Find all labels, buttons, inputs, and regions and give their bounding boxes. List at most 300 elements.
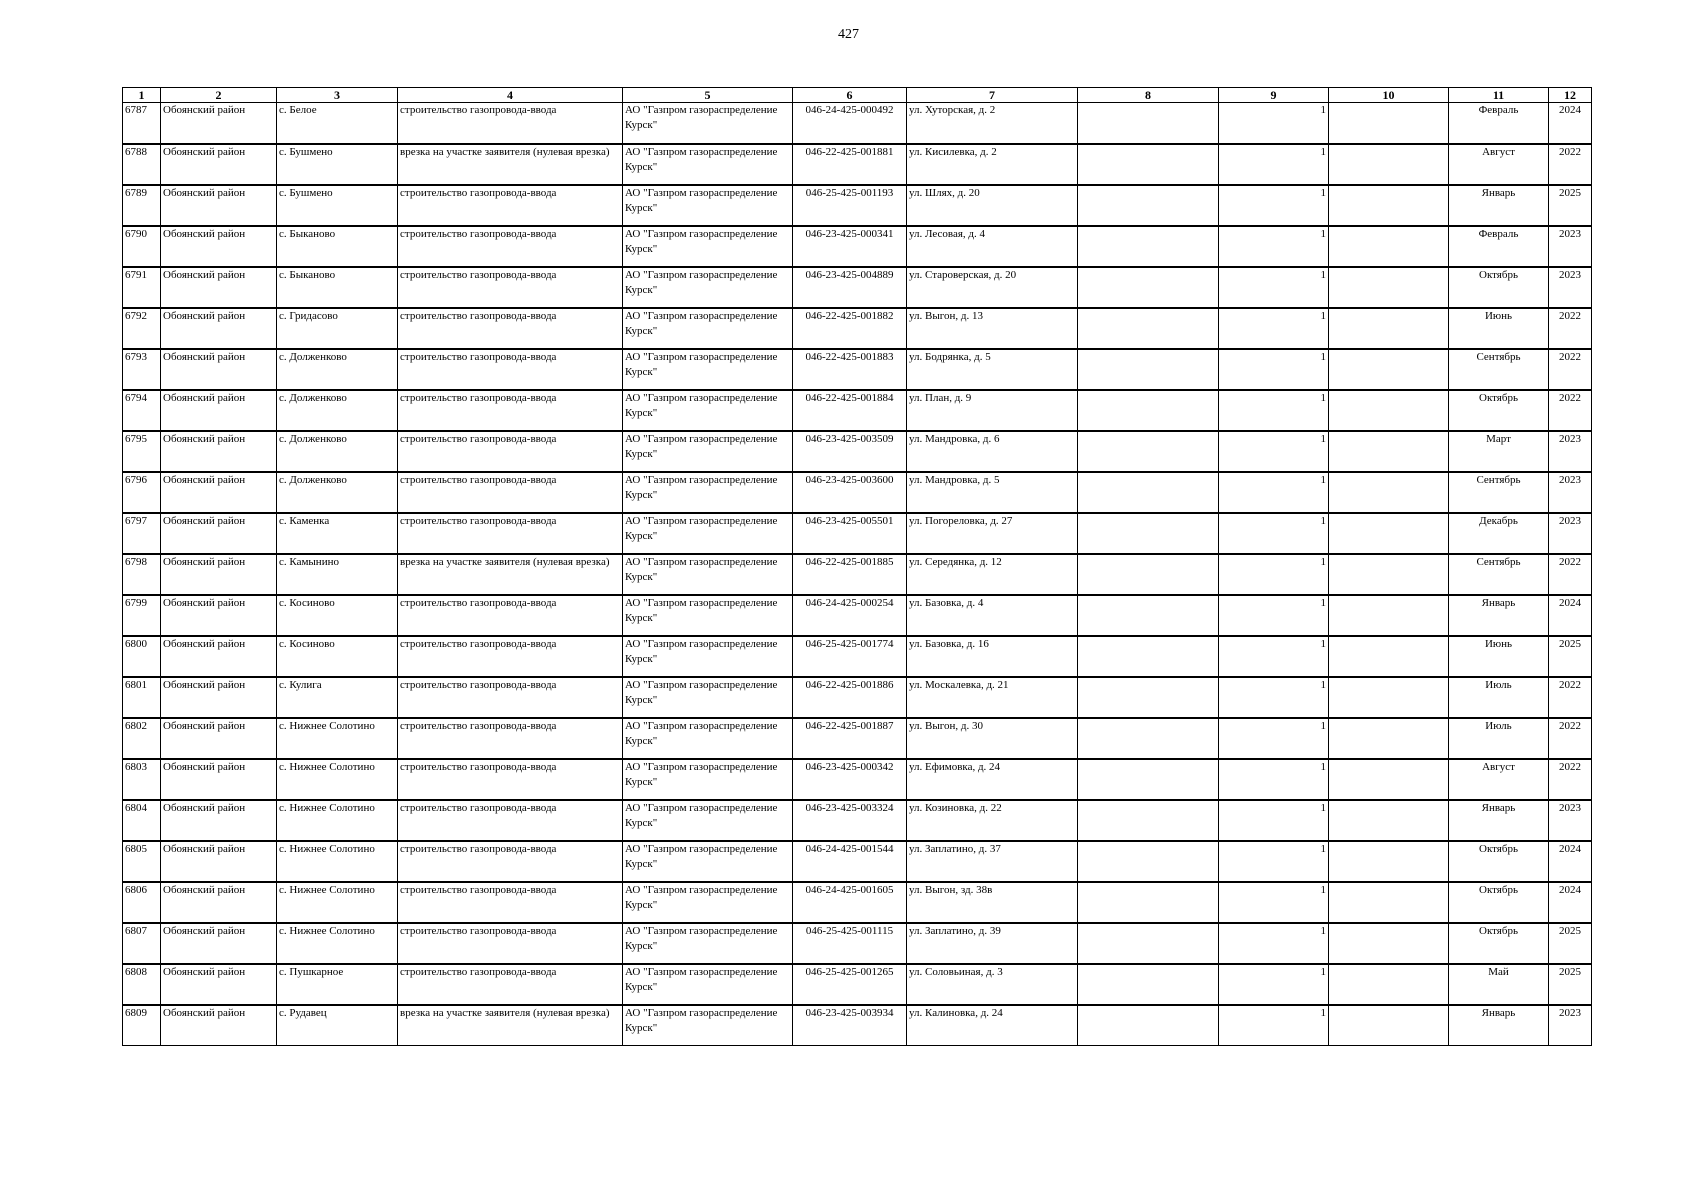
col8-cell xyxy=(1078,308,1219,349)
district-cell: Обоянский район xyxy=(161,759,277,800)
month-cell: Март xyxy=(1449,431,1549,472)
table-row xyxy=(123,841,1592,882)
request-code-cell: 046-22-425-001886 xyxy=(793,677,907,718)
table-row xyxy=(123,472,1592,513)
quantity-cell: 1 xyxy=(1219,390,1329,431)
column-header: 6 xyxy=(793,88,907,103)
month-cell: Август xyxy=(1449,144,1549,185)
row-number: 6807 xyxy=(123,923,161,964)
month-cell: Февраль xyxy=(1449,226,1549,267)
quantity-cell: 1 xyxy=(1219,923,1329,964)
work-type-cell: строительство газопровода-ввода xyxy=(398,923,623,964)
settlement-cell: с. Косиново xyxy=(277,636,398,677)
district-cell: Обоянский район xyxy=(161,841,277,882)
row-number: 6788 xyxy=(123,144,161,185)
address-cell: ул. Москалевка, д. 21 xyxy=(907,677,1078,718)
district-cell: Обоянский район xyxy=(161,677,277,718)
organization-cell: АО "Газпром газораспределение Курск" xyxy=(623,308,793,349)
settlement-cell: с. Долженково xyxy=(277,431,398,472)
work-type-cell: строительство газопровода-ввода xyxy=(398,103,623,144)
table-row xyxy=(123,267,1592,308)
col8-cell xyxy=(1078,226,1219,267)
request-code-cell: 046-22-425-001882 xyxy=(793,308,907,349)
table-row xyxy=(123,923,1592,964)
col10-cell xyxy=(1329,390,1449,431)
year-cell: 2022 xyxy=(1549,144,1592,185)
request-code-cell: 046-22-425-001885 xyxy=(793,554,907,595)
organization-cell: АО "Газпром газораспределение Курск" xyxy=(623,390,793,431)
col10-cell xyxy=(1329,144,1449,185)
work-type-cell: врезка на участке заявителя (нулевая врезка) xyxy=(398,554,623,595)
address-cell: ул. Калиновка, д. 24 xyxy=(907,1005,1078,1046)
district-cell: Обоянский район xyxy=(161,185,277,226)
col10-cell xyxy=(1329,882,1449,923)
page-number: 427 xyxy=(838,27,859,42)
col10-cell xyxy=(1329,1005,1449,1046)
settlement-cell: с. Косиново xyxy=(277,595,398,636)
table-row xyxy=(123,390,1592,431)
year-cell: 2022 xyxy=(1549,677,1592,718)
col10-cell xyxy=(1329,308,1449,349)
work-type-cell: строительство газопровода-ввода xyxy=(398,226,623,267)
address-cell: ул. Выгон, д. 13 xyxy=(907,308,1078,349)
quantity-cell: 1 xyxy=(1219,595,1329,636)
quantity-cell: 1 xyxy=(1219,677,1329,718)
work-type-cell: строительство газопровода-ввода xyxy=(398,513,623,554)
row-number: 6789 xyxy=(123,185,161,226)
row-number: 6799 xyxy=(123,595,161,636)
year-cell: 2022 xyxy=(1549,759,1592,800)
year-cell: 2022 xyxy=(1549,718,1592,759)
table-row xyxy=(123,677,1592,718)
quantity-cell: 1 xyxy=(1219,267,1329,308)
col8-cell xyxy=(1078,431,1219,472)
work-type-cell: строительство газопровода-ввода xyxy=(398,882,623,923)
row-number: 6804 xyxy=(123,800,161,841)
col8-cell xyxy=(1078,759,1219,800)
year-cell: 2024 xyxy=(1549,882,1592,923)
request-code-cell: 046-22-425-001883 xyxy=(793,349,907,390)
settlement-cell: с. Нижнее Солотино xyxy=(277,882,398,923)
column-header: 4 xyxy=(398,88,623,103)
settlement-cell: с. Долженково xyxy=(277,349,398,390)
district-cell: Обоянский район xyxy=(161,718,277,759)
settlement-cell: с. Гридасово xyxy=(277,308,398,349)
row-number: 6808 xyxy=(123,964,161,1005)
settlement-cell: с. Бушмено xyxy=(277,185,398,226)
quantity-cell: 1 xyxy=(1219,800,1329,841)
column-header: 5 xyxy=(623,88,793,103)
organization-cell: АО "Газпром газораспределение Курск" xyxy=(623,677,793,718)
work-type-cell: строительство газопровода-ввода xyxy=(398,431,623,472)
col8-cell xyxy=(1078,267,1219,308)
month-cell: Октябрь xyxy=(1449,841,1549,882)
quantity-cell: 1 xyxy=(1219,718,1329,759)
col8-cell xyxy=(1078,882,1219,923)
settlement-cell: с. Нижнее Солотино xyxy=(277,759,398,800)
col8-cell xyxy=(1078,636,1219,677)
organization-cell: АО "Газпром газораспределение Курск" xyxy=(623,103,793,144)
header-row xyxy=(123,88,1592,103)
col8-cell xyxy=(1078,472,1219,513)
district-cell: Обоянский район xyxy=(161,554,277,595)
col8-cell xyxy=(1078,554,1219,595)
work-type-cell: строительство газопровода-ввода xyxy=(398,636,623,677)
district-cell: Обоянский район xyxy=(161,800,277,841)
month-cell: Сентябрь xyxy=(1449,349,1549,390)
month-cell: Июль xyxy=(1449,677,1549,718)
request-code-cell: 046-24-425-001544 xyxy=(793,841,907,882)
address-cell: ул. Заплатино, д. 39 xyxy=(907,923,1078,964)
request-code-cell: 046-22-425-001881 xyxy=(793,144,907,185)
district-cell: Обоянский район xyxy=(161,636,277,677)
col10-cell xyxy=(1329,595,1449,636)
request-code-cell: 046-22-425-001887 xyxy=(793,718,907,759)
quantity-cell: 1 xyxy=(1219,226,1329,267)
table-row xyxy=(123,144,1592,185)
month-cell: Январь xyxy=(1449,1005,1549,1046)
table-row xyxy=(123,718,1592,759)
col8-cell xyxy=(1078,677,1219,718)
request-code-cell: 046-25-425-001115 xyxy=(793,923,907,964)
col8-cell xyxy=(1078,185,1219,226)
organization-cell: АО "Газпром газораспределение Курск" xyxy=(623,554,793,595)
address-cell: ул. Хуторская, д. 2 xyxy=(907,103,1078,144)
address-cell: ул. Погореловка, д. 27 xyxy=(907,513,1078,554)
col10-cell xyxy=(1329,841,1449,882)
col10-cell xyxy=(1329,226,1449,267)
organization-cell: АО "Газпром газораспределение Курск" xyxy=(623,841,793,882)
work-type-cell: врезка на участке заявителя (нулевая врезка) xyxy=(398,144,623,185)
district-cell: Обоянский район xyxy=(161,267,277,308)
year-cell: 2025 xyxy=(1549,636,1592,677)
col10-cell xyxy=(1329,636,1449,677)
request-code-cell: 046-24-425-000492 xyxy=(793,103,907,144)
district-cell: Обоянский район xyxy=(161,390,277,431)
work-type-cell: строительство газопровода-ввода xyxy=(398,349,623,390)
district-cell: Обоянский район xyxy=(161,964,277,1005)
year-cell: 2024 xyxy=(1549,595,1592,636)
district-cell: Обоянский район xyxy=(161,513,277,554)
row-number: 6797 xyxy=(123,513,161,554)
month-cell: Январь xyxy=(1449,595,1549,636)
organization-cell: АО "Газпром газораспределение Курск" xyxy=(623,923,793,964)
district-cell: Обоянский район xyxy=(161,226,277,267)
settlement-cell: с. Кулига xyxy=(277,677,398,718)
month-cell: Июль xyxy=(1449,718,1549,759)
col8-cell xyxy=(1078,964,1219,1005)
quantity-cell: 1 xyxy=(1219,759,1329,800)
work-type-cell: строительство газопровода-ввода xyxy=(398,595,623,636)
column-header: 10 xyxy=(1329,88,1449,103)
quantity-cell: 1 xyxy=(1219,636,1329,677)
organization-cell: АО "Газпром газораспределение Курск" xyxy=(623,267,793,308)
col8-cell xyxy=(1078,390,1219,431)
col10-cell xyxy=(1329,923,1449,964)
month-cell: Октябрь xyxy=(1449,390,1549,431)
col10-cell xyxy=(1329,554,1449,595)
address-cell: ул. Лесовая, д. 4 xyxy=(907,226,1078,267)
address-cell: ул. Выгон, зд. 38в xyxy=(907,882,1078,923)
month-cell: Июнь xyxy=(1449,308,1549,349)
col8-cell xyxy=(1078,349,1219,390)
address-cell: ул. Заплатино, д. 37 xyxy=(907,841,1078,882)
quantity-cell: 1 xyxy=(1219,103,1329,144)
year-cell: 2024 xyxy=(1549,103,1592,144)
row-number: 6806 xyxy=(123,882,161,923)
column-header: 1 xyxy=(123,88,161,103)
quantity-cell: 1 xyxy=(1219,882,1329,923)
quantity-cell: 1 xyxy=(1219,431,1329,472)
settlement-cell: с. Быканово xyxy=(277,226,398,267)
table-row xyxy=(123,964,1592,1005)
column-header: 8 xyxy=(1078,88,1219,103)
request-code-cell: 046-23-425-003509 xyxy=(793,431,907,472)
row-number: 6787 xyxy=(123,103,161,144)
quantity-cell: 1 xyxy=(1219,964,1329,1005)
col8-cell xyxy=(1078,144,1219,185)
settlement-cell: с. Нижнее Солотино xyxy=(277,800,398,841)
organization-cell: АО "Газпром газораспределение Курск" xyxy=(623,718,793,759)
table-row xyxy=(123,226,1592,267)
work-type-cell: строительство газопровода-ввода xyxy=(398,718,623,759)
year-cell: 2025 xyxy=(1549,185,1592,226)
settlement-cell: с. Быканово xyxy=(277,267,398,308)
table-row xyxy=(123,308,1592,349)
col8-cell xyxy=(1078,841,1219,882)
address-cell: ул. Козиновка, д. 22 xyxy=(907,800,1078,841)
quantity-cell: 1 xyxy=(1219,308,1329,349)
col8-cell xyxy=(1078,923,1219,964)
year-cell: 2022 xyxy=(1549,308,1592,349)
address-cell: ул. Середянка, д. 12 xyxy=(907,554,1078,595)
work-type-cell: врезка на участке заявителя (нулевая врезка) xyxy=(398,1005,623,1046)
request-code-cell: 046-23-425-003934 xyxy=(793,1005,907,1046)
address-cell: ул. Выгон, д. 30 xyxy=(907,718,1078,759)
request-code-cell: 046-23-425-000341 xyxy=(793,226,907,267)
address-cell: ул. Базовка, д. 16 xyxy=(907,636,1078,677)
month-cell: Октябрь xyxy=(1449,923,1549,964)
month-cell: Май xyxy=(1449,964,1549,1005)
organization-cell: АО "Газпром газораспределение Курск" xyxy=(623,226,793,267)
table-row xyxy=(123,349,1592,390)
address-cell: ул. Шлях, д. 20 xyxy=(907,185,1078,226)
organization-cell: АО "Газпром газораспределение Курск" xyxy=(623,964,793,1005)
work-type-cell: строительство газопровода-ввода xyxy=(398,308,623,349)
organization-cell: АО "Газпром газораспределение Курск" xyxy=(623,349,793,390)
col8-cell xyxy=(1078,103,1219,144)
row-number: 6790 xyxy=(123,226,161,267)
settlement-cell: с. Долженково xyxy=(277,472,398,513)
organization-cell: АО "Газпром газораспределение Курск" xyxy=(623,882,793,923)
district-cell: Обоянский район xyxy=(161,308,277,349)
quantity-cell: 1 xyxy=(1219,554,1329,595)
organization-cell: АО "Газпром газораспределение Курск" xyxy=(623,1005,793,1046)
district-cell: Обоянский район xyxy=(161,144,277,185)
district-cell: Обоянский район xyxy=(161,349,277,390)
month-cell: Август xyxy=(1449,759,1549,800)
address-cell: ул. Кисилевка, д. 2 xyxy=(907,144,1078,185)
month-cell: Июнь xyxy=(1449,636,1549,677)
request-code-cell: 046-22-425-001884 xyxy=(793,390,907,431)
column-header: 9 xyxy=(1219,88,1329,103)
month-cell: Октябрь xyxy=(1449,882,1549,923)
organization-cell: АО "Газпром газораспределение Курск" xyxy=(623,513,793,554)
address-cell: ул. Мандровка, д. 5 xyxy=(907,472,1078,513)
table-row xyxy=(123,595,1592,636)
year-cell: 2022 xyxy=(1549,554,1592,595)
quantity-cell: 1 xyxy=(1219,472,1329,513)
row-number: 6802 xyxy=(123,718,161,759)
organization-cell: АО "Газпром газораспределение Курск" xyxy=(623,144,793,185)
address-cell: ул. Бодрянка, д. 5 xyxy=(907,349,1078,390)
table-row xyxy=(123,103,1592,144)
row-number: 6809 xyxy=(123,1005,161,1046)
address-cell: ул. Мандровка, д. 6 xyxy=(907,431,1078,472)
work-type-cell: строительство газопровода-ввода xyxy=(398,759,623,800)
work-type-cell: строительство газопровода-ввода xyxy=(398,185,623,226)
col8-cell xyxy=(1078,800,1219,841)
column-header: 2 xyxy=(161,88,277,103)
request-code-cell: 046-25-425-001193 xyxy=(793,185,907,226)
request-code-cell: 046-23-425-000342 xyxy=(793,759,907,800)
col10-cell xyxy=(1329,349,1449,390)
col8-cell xyxy=(1078,1005,1219,1046)
column-header: 3 xyxy=(277,88,398,103)
work-type-cell: строительство газопровода-ввода xyxy=(398,964,623,1005)
year-cell: 2025 xyxy=(1549,923,1592,964)
row-number: 6791 xyxy=(123,267,161,308)
table-body xyxy=(123,103,1592,1046)
quantity-cell: 1 xyxy=(1219,513,1329,554)
year-cell: 2023 xyxy=(1549,267,1592,308)
request-code-cell: 046-25-425-001774 xyxy=(793,636,907,677)
settlement-cell: с. Каменка xyxy=(277,513,398,554)
col10-cell xyxy=(1329,103,1449,144)
col8-cell xyxy=(1078,513,1219,554)
address-cell: ул. Староверская, д. 20 xyxy=(907,267,1078,308)
district-cell: Обоянский район xyxy=(161,595,277,636)
col10-cell xyxy=(1329,185,1449,226)
table-row xyxy=(123,800,1592,841)
col10-cell xyxy=(1329,513,1449,554)
table-row xyxy=(123,882,1592,923)
address-cell: ул. План, д. 9 xyxy=(907,390,1078,431)
year-cell: 2023 xyxy=(1549,472,1592,513)
year-cell: 2023 xyxy=(1549,226,1592,267)
settlement-cell: с. Нижнее Солотино xyxy=(277,718,398,759)
col10-cell xyxy=(1329,677,1449,718)
settlement-cell: с. Бушмено xyxy=(277,144,398,185)
col8-cell xyxy=(1078,718,1219,759)
row-number: 6795 xyxy=(123,431,161,472)
row-number: 6798 xyxy=(123,554,161,595)
settlement-cell: с. Камынино xyxy=(277,554,398,595)
work-type-cell: строительство газопровода-ввода xyxy=(398,472,623,513)
table-row xyxy=(123,513,1592,554)
district-cell: Обоянский район xyxy=(161,882,277,923)
column-header: 11 xyxy=(1449,88,1549,103)
month-cell: Декабрь xyxy=(1449,513,1549,554)
settlement-cell: с. Белое xyxy=(277,103,398,144)
month-cell: Октябрь xyxy=(1449,267,1549,308)
work-type-cell: строительство газопровода-ввода xyxy=(398,677,623,718)
col10-cell xyxy=(1329,759,1449,800)
request-code-cell: 046-25-425-001265 xyxy=(793,964,907,1005)
year-cell: 2022 xyxy=(1549,390,1592,431)
district-cell: Обоянский район xyxy=(161,431,277,472)
month-cell: Январь xyxy=(1449,800,1549,841)
quantity-cell: 1 xyxy=(1219,349,1329,390)
table-row xyxy=(123,636,1592,677)
table-row xyxy=(123,554,1592,595)
request-code-cell: 046-23-425-003324 xyxy=(793,800,907,841)
col8-cell xyxy=(1078,595,1219,636)
month-cell: Январь xyxy=(1449,185,1549,226)
year-cell: 2023 xyxy=(1549,1005,1592,1046)
year-cell: 2022 xyxy=(1549,349,1592,390)
settlement-cell: с. Долженково xyxy=(277,390,398,431)
organization-cell: АО "Газпром газораспределение Курск" xyxy=(623,800,793,841)
request-code-cell: 046-23-425-003600 xyxy=(793,472,907,513)
district-cell: Обоянский район xyxy=(161,103,277,144)
address-cell: ул. Базовка, д. 4 xyxy=(907,595,1078,636)
column-header: 12 xyxy=(1549,88,1592,103)
col10-cell xyxy=(1329,800,1449,841)
request-code-cell: 046-23-425-004889 xyxy=(793,267,907,308)
quantity-cell: 1 xyxy=(1219,185,1329,226)
work-type-cell: строительство газопровода-ввода xyxy=(398,390,623,431)
row-number: 6796 xyxy=(123,472,161,513)
organization-cell: АО "Газпром газораспределение Курск" xyxy=(623,759,793,800)
work-type-cell: строительство газопровода-ввода xyxy=(398,800,623,841)
work-type-cell: строительство газопровода-ввода xyxy=(398,267,623,308)
year-cell: 2025 xyxy=(1549,964,1592,1005)
col10-cell xyxy=(1329,431,1449,472)
row-number: 6803 xyxy=(123,759,161,800)
row-number: 6793 xyxy=(123,349,161,390)
table-row xyxy=(123,759,1592,800)
organization-cell: АО "Газпром газораспределение Курск" xyxy=(623,636,793,677)
settlement-cell: с. Пушкарное xyxy=(277,964,398,1005)
gasification-table xyxy=(122,87,1592,1046)
row-number: 6805 xyxy=(123,841,161,882)
district-cell: Обоянский район xyxy=(161,1005,277,1046)
quantity-cell: 1 xyxy=(1219,1005,1329,1046)
address-cell: ул. Ефимовка, д. 24 xyxy=(907,759,1078,800)
col10-cell xyxy=(1329,472,1449,513)
year-cell: 2023 xyxy=(1549,800,1592,841)
table-row xyxy=(123,431,1592,472)
year-cell: 2023 xyxy=(1549,513,1592,554)
settlement-cell: с. Нижнее Солотино xyxy=(277,841,398,882)
quantity-cell: 1 xyxy=(1219,144,1329,185)
settlement-cell: с. Рудавец xyxy=(277,1005,398,1046)
request-code-cell: 046-23-425-005501 xyxy=(793,513,907,554)
district-cell: Обоянский район xyxy=(161,923,277,964)
row-number: 6792 xyxy=(123,308,161,349)
request-code-cell: 046-24-425-001605 xyxy=(793,882,907,923)
request-code-cell: 046-24-425-000254 xyxy=(793,595,907,636)
district-cell: Обоянский район xyxy=(161,472,277,513)
quantity-cell: 1 xyxy=(1219,841,1329,882)
col10-cell xyxy=(1329,267,1449,308)
address-cell: ул. Соловьиная, д. 3 xyxy=(907,964,1078,1005)
row-number: 6801 xyxy=(123,677,161,718)
organization-cell: АО "Газпром газораспределение Курск" xyxy=(623,472,793,513)
table-row xyxy=(123,1005,1592,1046)
col10-cell xyxy=(1329,718,1449,759)
